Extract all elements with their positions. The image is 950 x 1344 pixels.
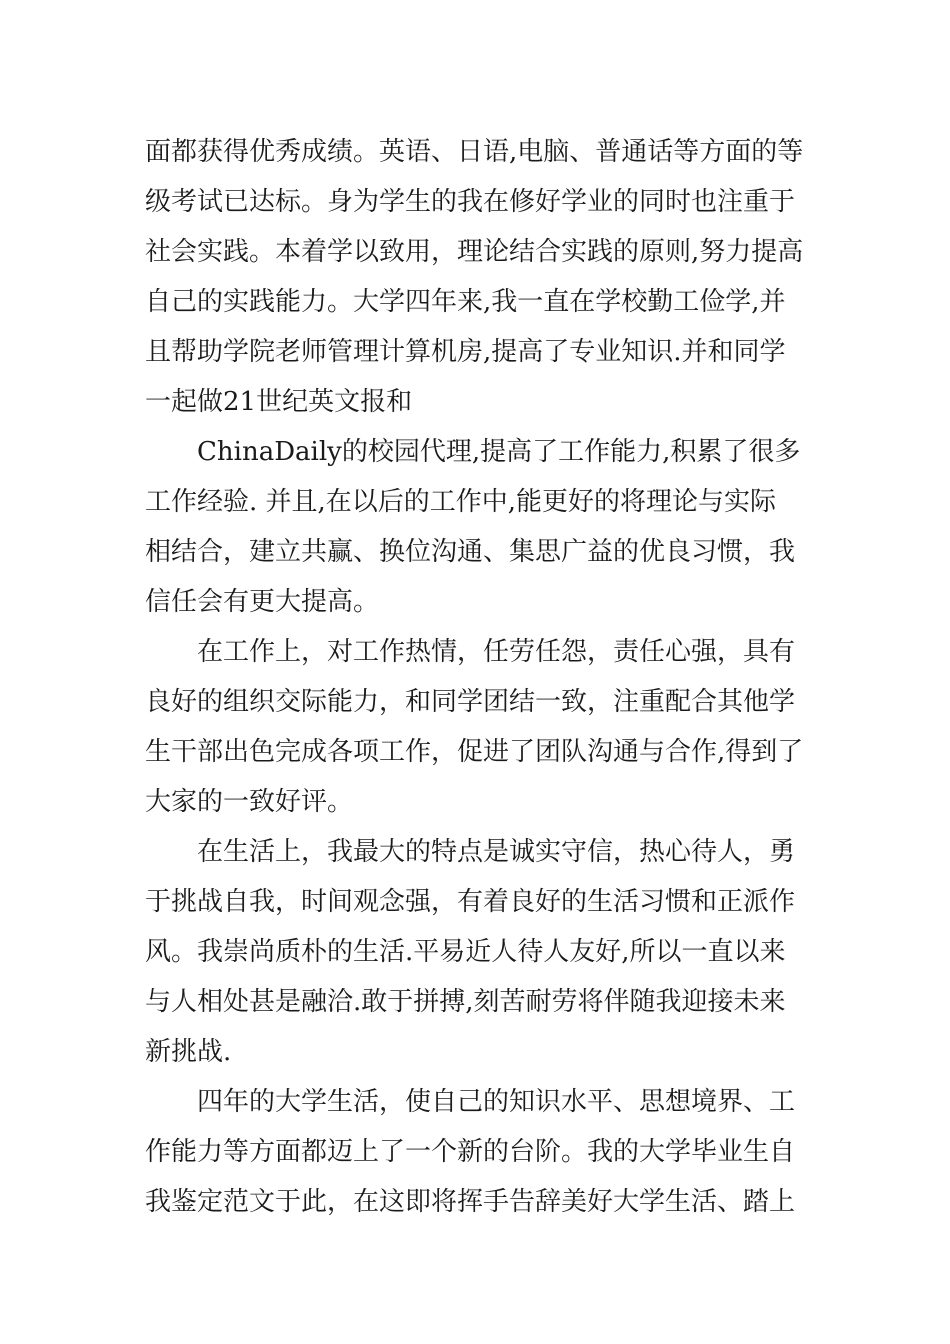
text-line: 风。我崇尚质朴的生活.平易近人待人友好,所以一直以来 <box>145 937 786 967</box>
document-body <box>145 127 809 1227</box>
text-line: 信任会有更大提高。 <box>145 587 380 617</box>
paragraph-first-line: ChinaDaily的校园代理,提高了工作能力,积累了很多 <box>197 437 801 467</box>
paragraph-first-line: 四年的大学生活，使自己的知识水平、思想境界、工 <box>197 1087 796 1117</box>
text-line: 且帮助学院老师管理计算机房,提高了专业知识.并和同学 <box>145 337 786 367</box>
paragraph-first-line: 在工作上，对工作热情，任劳任怨，责任心强，具有 <box>197 637 796 667</box>
paragraph-first-line: 在生活上，我最大的特点是诚实守信，热心待人，勇 <box>197 837 796 867</box>
text-line: 工作经验. 并且,在以后的工作中,能更好的将理论与实际 <box>145 487 777 517</box>
text-line: 大家的一致好评。 <box>145 787 354 817</box>
text-line: 级考试已达标。身为学生的我在修好学业的同时也注重于 <box>145 187 796 217</box>
text-line: 自己的实践能力。大学四年来,我一直在学校勤工俭学,并 <box>145 287 786 317</box>
text-line: 我鉴定范文于此，在这即将挥手告辞美好大学生活、踏上 <box>145 1187 796 1217</box>
text-line: 一起做21世纪英文报和 <box>145 387 413 417</box>
text-line: 新挑战. <box>145 1037 232 1067</box>
text-line: 生干部出色完成各项工作，促进了团队沟通与合作,得到了 <box>145 737 804 767</box>
text-line: 作能力等方面都迈上了一个新的台阶。我的大学毕业生自 <box>145 1137 796 1167</box>
text-line: 与人相处甚是融洽.敢于拼搏,刻苦耐劳将伴随我迎接未来 <box>145 987 786 1017</box>
text-line: 于挑战自我，时间观念强，有着良好的生活习惯和正派作 <box>145 887 796 917</box>
text-line: 社会实践。本着学以致用，理论结合实践的原则,努力提高 <box>145 237 804 267</box>
text-line: 相结合，建立共赢、换位沟通、集思广益的优良习惯，我 <box>145 537 796 567</box>
text-line: 面都获得优秀成绩。英语、日语,电脑、普通话等方面的等 <box>145 137 804 167</box>
text-line: 良好的组织交际能力，和同学团结一致，注重配合其他学 <box>145 687 796 717</box>
